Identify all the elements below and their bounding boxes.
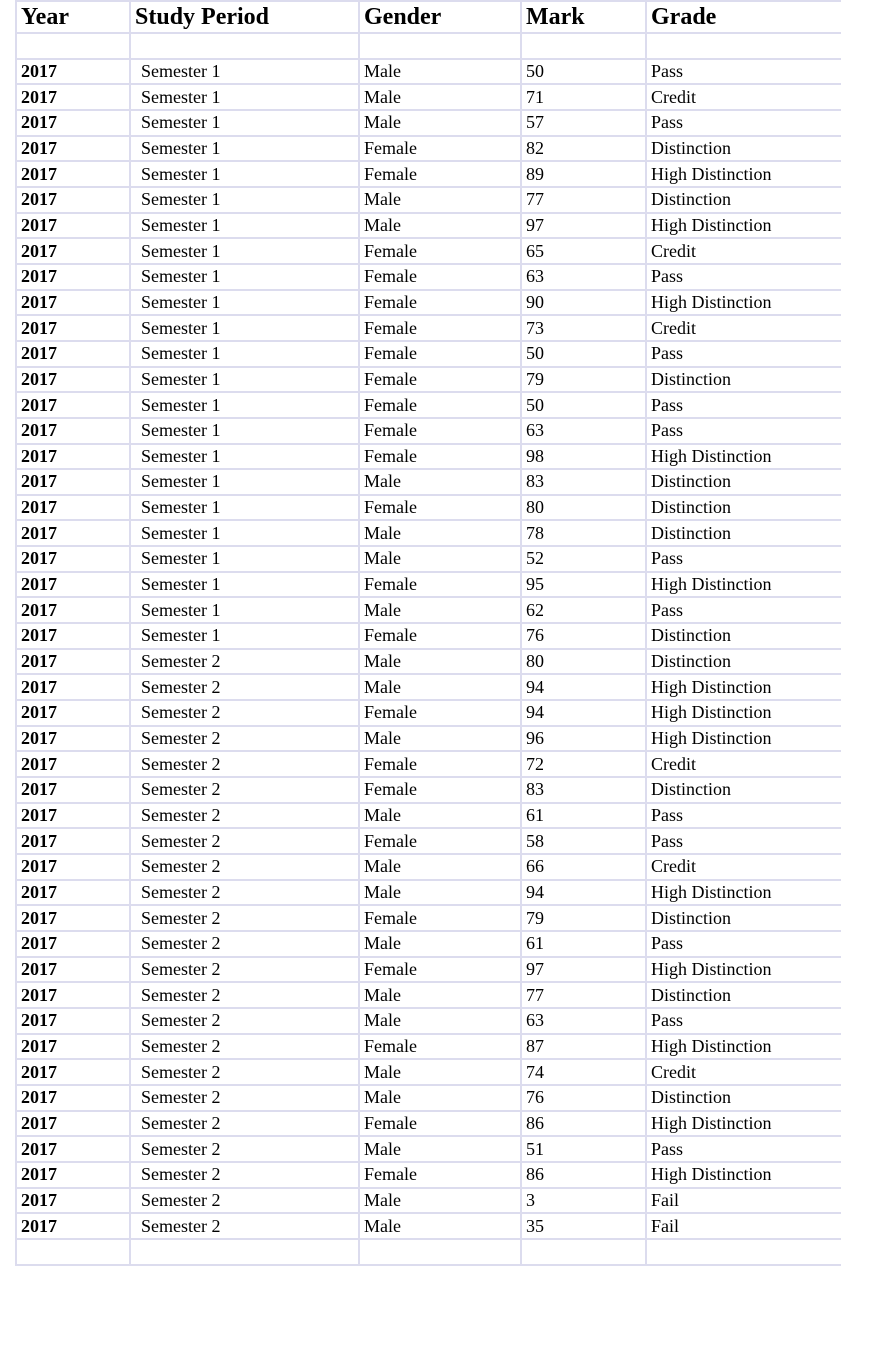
spreadsheet-grid [15, 0, 841, 1347]
cell-gender[interactable]: Male [359, 880, 521, 906]
cell-study-period[interactable]: Semester 2 [130, 905, 359, 931]
cell-year[interactable]: 2017 [16, 495, 130, 521]
cell-year[interactable]: 2017 [16, 880, 130, 906]
table-row [16, 84, 841, 110]
cell-mark[interactable]: 79 [521, 905, 646, 931]
cell-mark[interactable]: 86 [521, 1162, 646, 1188]
cell-grade[interactable]: Credit [646, 238, 841, 264]
table-row [16, 264, 841, 290]
cell-grade[interactable]: Pass [646, 341, 841, 367]
cell-mark[interactable]: 58 [521, 828, 646, 854]
table-row [16, 367, 841, 393]
table-row [16, 854, 841, 880]
cell-study-period[interactable]: Semester 1 [130, 572, 359, 598]
cell-study-period[interactable]: Semester 2 [130, 982, 359, 1008]
cell-mark[interactable]: 72 [521, 751, 646, 777]
cell-gender[interactable]: Male [359, 1213, 521, 1239]
table-row [16, 418, 841, 444]
cell-mark[interactable]: 76 [521, 623, 646, 649]
cell-mark[interactable]: 3 [521, 1188, 646, 1214]
cell-grade[interactable]: Credit [646, 84, 841, 110]
table-row [16, 315, 841, 341]
cell-grade[interactable]: Distinction [646, 649, 841, 675]
cell-year[interactable]: 2017 [16, 213, 130, 239]
cell-study-period[interactable]: Semester 1 [130, 495, 359, 521]
header-gender[interactable]: Gender [359, 1, 521, 33]
cell-study-period[interactable]: Semester 2 [130, 1034, 359, 1060]
cell-grade[interactable]: Credit [646, 315, 841, 341]
cell-year[interactable]: 2017 [16, 905, 130, 931]
cell-study-period[interactable]: Semester 1 [130, 392, 359, 418]
cell-grade[interactable]: Credit [646, 751, 841, 777]
cell-gender[interactable]: Male [359, 982, 521, 1008]
cell-grade[interactable]: Distinction [646, 905, 841, 931]
cell-year[interactable]: 2017 [16, 777, 130, 803]
cell-gender[interactable]: Male [359, 213, 521, 239]
cell-gender[interactable]: Male [359, 1085, 521, 1111]
cell-year[interactable]: 2017 [16, 367, 130, 393]
cell-grade[interactable]: Credit [646, 1059, 841, 1085]
cell-grade[interactable]: Pass [646, 931, 841, 957]
cell-mark[interactable]: 82 [521, 136, 646, 162]
cell-year[interactable]: 2017 [16, 828, 130, 854]
table-row [16, 777, 841, 803]
table-row [16, 110, 841, 136]
cell-gender[interactable]: Female [359, 136, 521, 162]
cell-mark[interactable]: 87 [521, 1034, 646, 1060]
cell-year[interactable]: 2017 [16, 161, 130, 187]
cell-mark[interactable]: 78 [521, 520, 646, 546]
cell-study-period[interactable]: Semester 1 [130, 444, 359, 470]
table-row [16, 726, 841, 752]
table-row [16, 1136, 841, 1162]
cell-mark[interactable]: 52 [521, 546, 646, 572]
cell-gender[interactable]: Male [359, 803, 521, 829]
cell-gender[interactable]: Female [359, 392, 521, 418]
cell-year[interactable]: 2017 [16, 1162, 130, 1188]
cell-study-period[interactable]: Semester 2 [130, 1136, 359, 1162]
cell-year[interactable]: 2017 [16, 418, 130, 444]
cell-mark[interactable]: 77 [521, 982, 646, 1008]
cell-mark[interactable]: 97 [521, 213, 646, 239]
table-row [16, 751, 841, 777]
cell-grade[interactable]: Pass [646, 1136, 841, 1162]
cell-study-period[interactable]: Semester 2 [130, 1111, 359, 1137]
cell-grade[interactable]: High Distinction [646, 1034, 841, 1060]
cell-mark[interactable]: 90 [521, 290, 646, 316]
table-row [16, 597, 841, 623]
cell-year[interactable]: 2017 [16, 136, 130, 162]
table-row [16, 1213, 841, 1239]
cell-gender[interactable]: Male [359, 1059, 521, 1085]
empty-cell[interactable] [130, 33, 359, 59]
cell-year[interactable]: 2017 [16, 187, 130, 213]
cell-study-period[interactable]: Semester 1 [130, 84, 359, 110]
cell-year[interactable]: 2017 [16, 1085, 130, 1111]
cell-mark[interactable]: 95 [521, 572, 646, 598]
cell-mark[interactable]: 76 [521, 1085, 646, 1111]
table-row [16, 520, 841, 546]
table-row [16, 1188, 841, 1214]
table-row [16, 649, 841, 675]
cell-study-period[interactable]: Semester 1 [130, 59, 359, 85]
cell-mark[interactable]: 63 [521, 418, 646, 444]
table-row [16, 1162, 841, 1188]
cell-year[interactable]: 2017 [16, 982, 130, 1008]
cell-study-period[interactable]: Semester 1 [130, 187, 359, 213]
cell-year[interactable]: 2017 [16, 444, 130, 470]
cell-grade[interactable]: Distinction [646, 623, 841, 649]
cell-grade[interactable]: High Distinction [646, 572, 841, 598]
cell-study-period[interactable]: Semester 1 [130, 623, 359, 649]
cell-gender[interactable]: Male [359, 110, 521, 136]
cell-grade[interactable]: High Distinction [646, 700, 841, 726]
header-study-period[interactable]: Study Period [130, 1, 359, 33]
cell-gender[interactable]: Male [359, 520, 521, 546]
cell-gender[interactable]: Female [359, 161, 521, 187]
cell-gender[interactable]: Male [359, 546, 521, 572]
cell-year[interactable]: 2017 [16, 597, 130, 623]
cell-mark[interactable]: 62 [521, 597, 646, 623]
cell-mark[interactable]: 63 [521, 264, 646, 290]
cell-gender[interactable]: Female [359, 623, 521, 649]
table-row [16, 290, 841, 316]
cell-mark[interactable]: 94 [521, 674, 646, 700]
cell-study-period[interactable]: Semester 2 [130, 1188, 359, 1214]
cell-gender[interactable]: Male [359, 726, 521, 752]
table-row [16, 546, 841, 572]
cell-mark[interactable]: 65 [521, 238, 646, 264]
table-row [16, 59, 841, 85]
cell-year[interactable]: 2017 [16, 1111, 130, 1137]
cell-gender[interactable]: Female [359, 418, 521, 444]
cell-study-period[interactable]: Semester 1 [130, 341, 359, 367]
cell-grade[interactable]: Fail [646, 1213, 841, 1239]
cell-study-period[interactable]: Semester 1 [130, 213, 359, 239]
cell-study-period[interactable]: Semester 2 [130, 1085, 359, 1111]
cell-year[interactable]: 2017 [16, 341, 130, 367]
cell-year[interactable]: 2017 [16, 803, 130, 829]
cell-year[interactable]: 2017 [16, 546, 130, 572]
cell-gender[interactable]: Male [359, 469, 521, 495]
cell-year[interactable]: 2017 [16, 1034, 130, 1060]
table-row [16, 623, 841, 649]
cell-grade[interactable]: Credit [646, 854, 841, 880]
empty-cell[interactable] [16, 1239, 130, 1265]
cell-year[interactable]: 2017 [16, 110, 130, 136]
cell-study-period[interactable]: Semester 2 [130, 1162, 359, 1188]
cell-grade[interactable]: Distinction [646, 982, 841, 1008]
table-row [16, 213, 841, 239]
cell-study-period[interactable]: Semester 2 [130, 957, 359, 983]
cell-mark[interactable]: 98 [521, 444, 646, 470]
cell-year[interactable]: 2017 [16, 1008, 130, 1034]
cell-gender[interactable]: Male [359, 1188, 521, 1214]
cell-gender[interactable]: Female [359, 238, 521, 264]
cell-gender[interactable]: Male [359, 674, 521, 700]
cell-mark[interactable]: 71 [521, 84, 646, 110]
cell-gender[interactable]: Female [359, 905, 521, 931]
cell-study-period[interactable]: Semester 1 [130, 597, 359, 623]
empty-row [16, 33, 841, 59]
cell-year[interactable]: 2017 [16, 649, 130, 675]
cell-grade[interactable]: Pass [646, 597, 841, 623]
cell-grade[interactable]: Distinction [646, 187, 841, 213]
cell-gender[interactable]: Female [359, 1111, 521, 1137]
cell-grade[interactable]: Fail [646, 1188, 841, 1214]
cell-mark[interactable]: 50 [521, 59, 646, 85]
header-row [16, 1, 841, 33]
cell-mark[interactable]: 74 [521, 1059, 646, 1085]
cell-year[interactable]: 2017 [16, 957, 130, 983]
cell-grade[interactable]: Distinction [646, 469, 841, 495]
cell-study-period[interactable]: Semester 2 [130, 674, 359, 700]
cell-grade[interactable]: Pass [646, 392, 841, 418]
cell-grade[interactable]: High Distinction [646, 1111, 841, 1137]
cell-year[interactable]: 2017 [16, 726, 130, 752]
cell-grade[interactable]: High Distinction [646, 444, 841, 470]
header-mark[interactable]: Mark [521, 1, 646, 33]
table-row [16, 803, 841, 829]
cell-mark[interactable]: 57 [521, 110, 646, 136]
cell-mark[interactable]: 94 [521, 880, 646, 906]
cell-gender[interactable]: Male [359, 931, 521, 957]
cell-mark[interactable]: 79 [521, 367, 646, 393]
cell-study-period[interactable]: Semester 2 [130, 649, 359, 675]
cell-gender[interactable]: Male [359, 854, 521, 880]
cell-year[interactable]: 2017 [16, 392, 130, 418]
cell-year[interactable]: 2017 [16, 572, 130, 598]
cell-grade[interactable]: High Distinction [646, 957, 841, 983]
table-row [16, 957, 841, 983]
cell-gender[interactable]: Male [359, 59, 521, 85]
cell-study-period[interactable]: Semester 2 [130, 1213, 359, 1239]
cell-study-period[interactable]: Semester 1 [130, 520, 359, 546]
cell-year[interactable]: 2017 [16, 315, 130, 341]
cell-gender[interactable]: Female [359, 290, 521, 316]
cell-year[interactable]: 2017 [16, 1188, 130, 1214]
cell-study-period[interactable]: Semester 2 [130, 1059, 359, 1085]
empty-cell[interactable] [359, 1239, 521, 1265]
cell-gender[interactable]: Female [359, 957, 521, 983]
cell-gender[interactable]: Female [359, 572, 521, 598]
empty-row [16, 1239, 841, 1265]
cell-grade[interactable]: High Distinction [646, 161, 841, 187]
cell-mark[interactable]: 80 [521, 495, 646, 521]
cell-year[interactable]: 2017 [16, 751, 130, 777]
cell-grade[interactable]: Pass [646, 59, 841, 85]
table-row [16, 469, 841, 495]
cell-gender[interactable]: Female [359, 264, 521, 290]
empty-cell[interactable] [16, 33, 130, 59]
cell-grade[interactable]: Pass [646, 418, 841, 444]
cell-year[interactable]: 2017 [16, 931, 130, 957]
empty-cell[interactable] [359, 33, 521, 59]
cell-gender[interactable]: Male [359, 597, 521, 623]
cell-gender[interactable]: Female [359, 341, 521, 367]
cell-gender[interactable]: Male [359, 84, 521, 110]
table-row [16, 700, 841, 726]
cell-mark[interactable]: 77 [521, 187, 646, 213]
cell-grade[interactable]: Distinction [646, 495, 841, 521]
table-row [16, 931, 841, 957]
cell-year[interactable]: 2017 [16, 674, 130, 700]
cell-study-period[interactable]: Semester 2 [130, 777, 359, 803]
cell-study-period[interactable]: Semester 1 [130, 367, 359, 393]
cell-gender[interactable]: Male [359, 1136, 521, 1162]
cell-grade[interactable]: Pass [646, 828, 841, 854]
cell-grade[interactable]: Pass [646, 264, 841, 290]
cell-mark[interactable]: 61 [521, 803, 646, 829]
table-row [16, 674, 841, 700]
cell-grade[interactable]: High Distinction [646, 213, 841, 239]
cell-mark[interactable]: 63 [521, 1008, 646, 1034]
cell-study-period[interactable]: Semester 1 [130, 238, 359, 264]
table-row [16, 880, 841, 906]
cell-gender[interactable]: Female [359, 444, 521, 470]
cell-study-period[interactable]: Semester 2 [130, 803, 359, 829]
cell-study-period[interactable]: Semester 1 [130, 546, 359, 572]
cell-year[interactable]: 2017 [16, 84, 130, 110]
cell-study-period[interactable]: Semester 1 [130, 469, 359, 495]
cell-gender[interactable]: Female [359, 315, 521, 341]
cell-year[interactable]: 2017 [16, 520, 130, 546]
table-row [16, 905, 841, 931]
cell-year[interactable]: 2017 [16, 700, 130, 726]
cell-mark[interactable]: 94 [521, 700, 646, 726]
cell-study-period[interactable]: Semester 1 [130, 264, 359, 290]
empty-cell[interactable] [130, 1239, 359, 1265]
table-row [16, 572, 841, 598]
cell-mark[interactable]: 51 [521, 1136, 646, 1162]
table-row [16, 828, 841, 854]
cell-study-period[interactable]: Semester 2 [130, 854, 359, 880]
cell-study-period[interactable]: Semester 1 [130, 110, 359, 136]
cell-study-period[interactable]: Semester 1 [130, 290, 359, 316]
cell-study-period[interactable]: Semester 2 [130, 751, 359, 777]
cell-gender[interactable]: Female [359, 777, 521, 803]
empty-cell[interactable] [646, 33, 841, 59]
cell-gender[interactable]: Female [359, 700, 521, 726]
cell-year[interactable]: 2017 [16, 59, 130, 85]
empty-cell[interactable] [521, 33, 646, 59]
cell-gender[interactable]: Female [359, 828, 521, 854]
empty-cell[interactable] [521, 1239, 646, 1265]
table-row [16, 444, 841, 470]
cell-study-period[interactable]: Semester 2 [130, 880, 359, 906]
cell-gender[interactable]: Female [359, 495, 521, 521]
table-row [16, 187, 841, 213]
cell-study-period[interactable]: Semester 2 [130, 700, 359, 726]
cell-year[interactable]: 2017 [16, 238, 130, 264]
cell-mark[interactable]: 97 [521, 957, 646, 983]
cell-gender[interactable]: Female [359, 367, 521, 393]
cell-grade[interactable]: High Distinction [646, 290, 841, 316]
cell-gender[interactable]: Male [359, 187, 521, 213]
cell-gender[interactable]: Female [359, 1034, 521, 1060]
cell-grade[interactable]: High Distinction [646, 674, 841, 700]
cell-mark[interactable]: 80 [521, 649, 646, 675]
empty-cell[interactable] [646, 1239, 841, 1265]
cell-mark[interactable]: 50 [521, 341, 646, 367]
table-row [16, 136, 841, 162]
cell-grade[interactable]: High Distinction [646, 726, 841, 752]
table-row [16, 161, 841, 187]
cell-grade[interactable]: High Distinction [646, 880, 841, 906]
cell-study-period[interactable]: Semester 1 [130, 161, 359, 187]
cell-grade[interactable]: Distinction [646, 1085, 841, 1111]
cell-year[interactable]: 2017 [16, 623, 130, 649]
cell-mark[interactable]: 83 [521, 469, 646, 495]
cell-grade[interactable]: Distinction [646, 520, 841, 546]
cell-grade[interactable]: High Distinction [646, 1162, 841, 1188]
cell-mark[interactable]: 86 [521, 1111, 646, 1137]
cell-year[interactable]: 2017 [16, 264, 130, 290]
cell-grade[interactable]: Pass [646, 1008, 841, 1034]
table-row [16, 1085, 841, 1111]
cell-gender[interactable]: Female [359, 1162, 521, 1188]
cell-mark[interactable]: 61 [521, 931, 646, 957]
table-row [16, 392, 841, 418]
table-row [16, 1111, 841, 1137]
header-year[interactable]: Year [16, 1, 130, 33]
cell-mark[interactable]: 83 [521, 777, 646, 803]
cell-study-period[interactable]: Semester 2 [130, 726, 359, 752]
table-row [16, 982, 841, 1008]
cell-grade[interactable]: Distinction [646, 136, 841, 162]
table-row [16, 1008, 841, 1034]
cell-mark[interactable]: 96 [521, 726, 646, 752]
cell-mark[interactable]: 35 [521, 1213, 646, 1239]
table-row [16, 495, 841, 521]
cell-study-period[interactable]: Semester 2 [130, 828, 359, 854]
cell-gender[interactable]: Male [359, 649, 521, 675]
cell-gender[interactable]: Female [359, 751, 521, 777]
header-grade[interactable]: Grade [646, 1, 841, 33]
table-row [16, 1034, 841, 1060]
cell-study-period[interactable]: Semester 2 [130, 931, 359, 957]
cell-grade[interactable]: Distinction [646, 777, 841, 803]
cell-mark[interactable]: 50 [521, 392, 646, 418]
table-row [16, 238, 841, 264]
cell-year[interactable]: 2017 [16, 1213, 130, 1239]
cell-year[interactable]: 2017 [16, 854, 130, 880]
cell-mark[interactable]: 89 [521, 161, 646, 187]
cell-grade[interactable]: Pass [646, 546, 841, 572]
cell-study-period[interactable]: Semester 1 [130, 136, 359, 162]
cell-year[interactable]: 2017 [16, 469, 130, 495]
cell-mark[interactable]: 66 [521, 854, 646, 880]
cell-gender[interactable]: Male [359, 1008, 521, 1034]
grades-table [15, 0, 841, 1266]
table-row [16, 1059, 841, 1085]
cell-grade[interactable]: Pass [646, 803, 841, 829]
cell-grade[interactable]: Pass [646, 110, 841, 136]
cell-study-period[interactable]: Semester 2 [130, 1008, 359, 1034]
cell-grade[interactable]: Distinction [646, 367, 841, 393]
cell-year[interactable]: 2017 [16, 290, 130, 316]
cell-year[interactable]: 2017 [16, 1059, 130, 1085]
cell-year[interactable]: 2017 [16, 1136, 130, 1162]
cell-study-period[interactable]: Semester 1 [130, 315, 359, 341]
cell-study-period[interactable]: Semester 1 [130, 418, 359, 444]
table-row [16, 341, 841, 367]
cell-mark[interactable]: 73 [521, 315, 646, 341]
